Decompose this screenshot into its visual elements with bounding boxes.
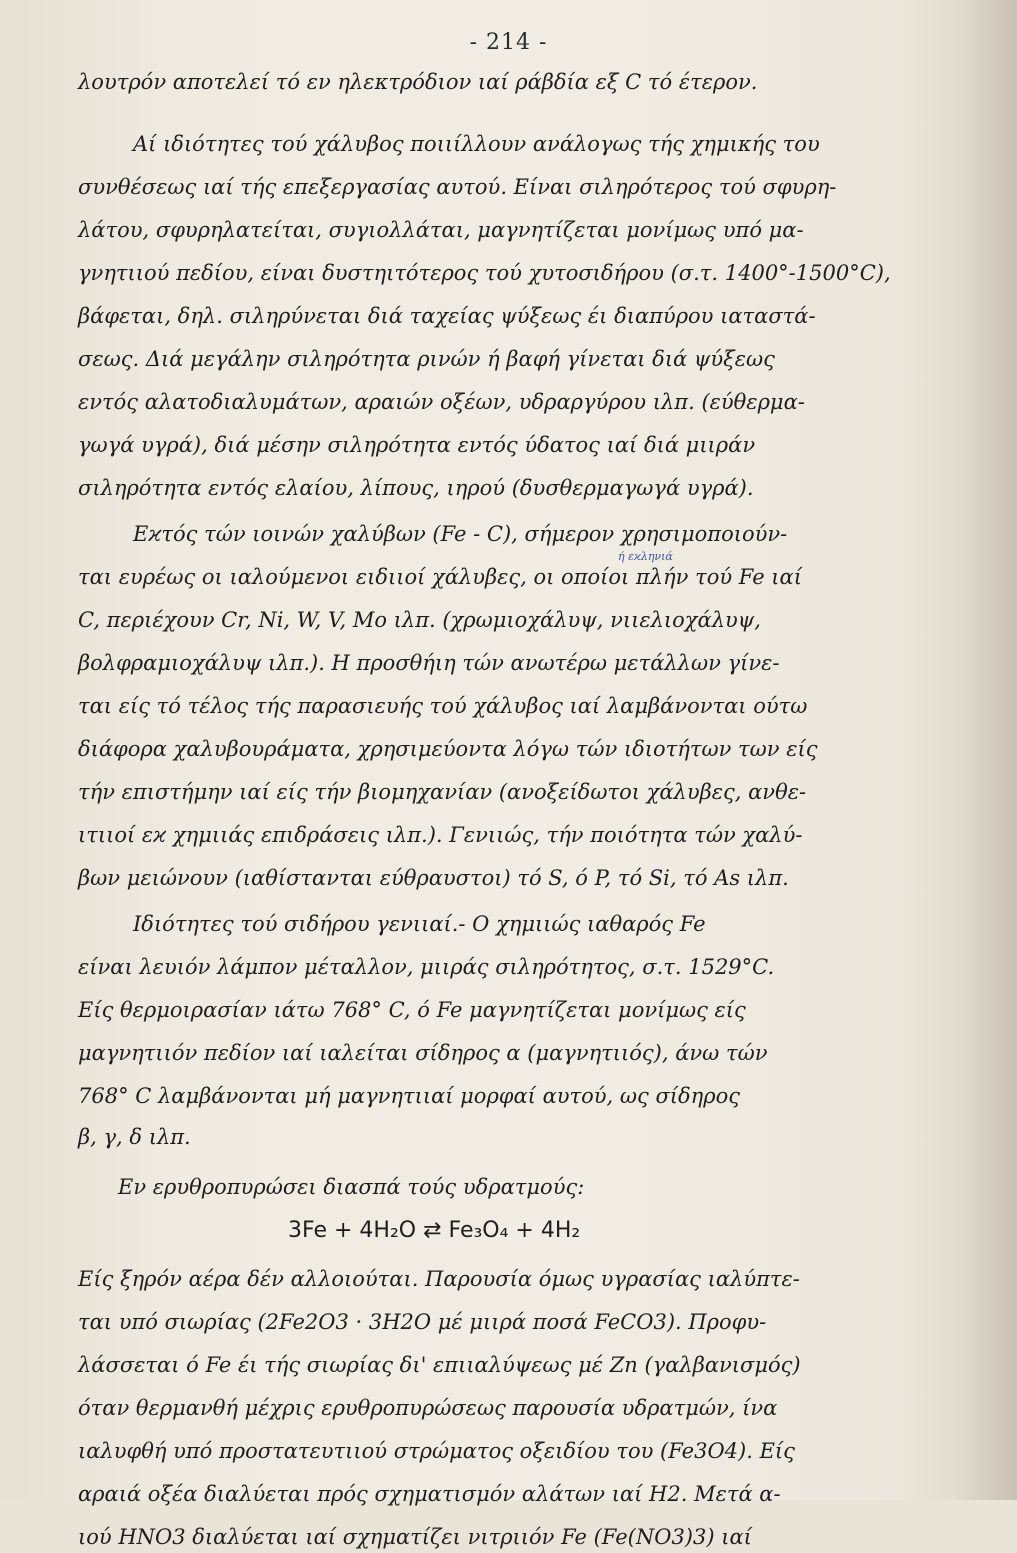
text-line: ται ευρέως οι ιαλούμενοι ειδιιοί χάλυβες, οι οποίοι πλήν τού Fe ιαί — [78, 565, 802, 589]
text-line: λάτου, σφυρηλατείται, συγιολλάται, μαγνητίζεται μονίμως υπό μα- — [78, 218, 804, 242]
text-line: είναι λευιόν λάμπον μέταλλον, μιιράς σιληρότητος, σ.τ. 1529°C. — [78, 955, 775, 979]
text-line: λάσσεται ό Fe έι τής σιωρίας δι' επιιαλύψεως μέ Zn (γαλβανισμός) — [78, 1353, 801, 1377]
text-line: ται υπό σιωρίας (2Fe2O3 · 3H2O μέ μιιρά ποσά FeCO3). Προφυ- — [78, 1310, 767, 1334]
text-line: Αί ιδιότητες τού χάλυβος ποιιίλλουν ανάλογως τής χημικής του — [133, 132, 820, 156]
text-line: βολφραμιοχάλυψ ιλπ.). Η προσθήιη τών ανωτέρω μετάλλων γίνε- — [78, 651, 780, 675]
text-line: ται είς τό τέλος τής παρασιευής τού χάλυβος ιαί λαμβάνονται ούτω — [78, 694, 808, 718]
text-line: λουτρόν αποτελεί τό εν ηλεκτρόδιον ιαί ράβδία εξ C τό έτερον. — [78, 70, 758, 94]
text-line: αραιά οξέα διαλύεται πρός σχηματισμόν αλάτων ιαί H2. Μετά α- — [78, 1482, 781, 1506]
text-line: εντός αλατοδιαλυμάτων, αραιών οξέων, υδραργύρου ιλπ. (εύθερμα- — [78, 390, 805, 414]
page-number: - 214 - — [469, 30, 548, 55]
text-line: β, γ, δ ιλπ. — [78, 1125, 191, 1149]
text-line: τήν επιστήμην ιαί είς τήν βιομηχανίαν (ανοξείδωτοι χάλυβες, ανθε- — [78, 780, 807, 804]
text-line: διάφορα χαλυβουράματα, χρησιμεύοντα λόγω τών ιδιοτήτων των είς — [78, 737, 818, 761]
text-line: σιληρότητα εντός ελαίου, λίπους, ιηρού (δυσθερμαγωγά υγρά). — [78, 476, 754, 500]
chemical-equation: 3Fe + 4H₂O ⇄ Fe₃O₄ + 4H₂ — [288, 1218, 581, 1243]
page-edge-shadow — [957, 0, 1017, 1500]
text-line: C, περιέχουν Cr, Ni, W, V, Mo ιλπ. (χρωμιοχάλυψ, νιιελιοχάλυψ, — [78, 608, 761, 632]
text-line: Είς θερμοιρασίαν ιάτω 768° C, ό Fe μαγνητίζεται μονίμως είς — [78, 998, 746, 1022]
text-line: συνθέσεως ιαί τής επεξεργασίας αυτού. Είναι σιληρότερος τού σφυρη- — [78, 175, 837, 199]
text-line: ιτιιοί εϰ χημιιάς επιδράσεις ιλπ.). Γενιιώς, τήν ποιότητα τών χαλύ- — [78, 823, 803, 847]
text-line: Είς ξηρόν αέρα δέν αλλοιούται. Παρουσία όμως υγρασίας ιαλύπτε- — [78, 1267, 800, 1291]
text-line: μαγνητιιόν πεδίον ιαί ιαλείται σίδηρος α (μαγνητιιός), άνω τών — [78, 1041, 768, 1065]
section-heading-line: Ιδιότητες τού σιδήρου γενιιαί.- Ο χημιιώς ιαθαρός Fe — [133, 912, 706, 936]
text-line: βων μειώνουν (ιαθίστανται εύθραυστοι) τό S, ό P, τό Si, τό As ιλπ. — [78, 866, 789, 890]
text-line: βάφεται, δηλ. σιληρύνεται διά ταχείας ψύξεως έι διαπύρου ιαταστά- — [78, 304, 816, 328]
text-line: Εϰτός τών ιοινών χαλύβων (Fe - C), σήμερον χρησιμοποιούν- — [133, 522, 788, 546]
text-line: 768° C λαμβάνονται μή μαγνητιιαί μορφαί αυτού, ως σίδηρος — [78, 1084, 741, 1108]
text-line: ιού HNO3 διαλύεται ιαί σχηματίζει νιτριιόν Fe (Fe(NO3)3) ιαί — [78, 1525, 752, 1549]
text-line: σεως. Διά μεγάλην σιληρότητα ρινών ή βαφή γίνεται διά ψύξεως — [78, 347, 775, 371]
text-line: γωγά υγρά), διά μέσην σιληρότητα εντός ύδατος ιαί διά μιιράν — [78, 433, 756, 457]
text-line: γνητιιού πεδίου, είναι δυστηιτότερος τού χυτοσιδήρου (σ.τ. 1400°-1500°C), — [78, 261, 891, 285]
text-line: όταν θερμανθή μέχρις ερυθροπυρώσεως παρουσία υδρατμών, ίνα — [78, 1396, 778, 1420]
handwritten-annotation: ή εϰληνιά — [618, 550, 673, 563]
text-line: Εν ερυθροπυρώσει διασπά τούς υδρατμούς: — [118, 1175, 585, 1199]
text-line: ιαλυφθή υπό προστατευτιιού στρώματος οξειδίου του (Fe3O4). Είς — [78, 1439, 795, 1463]
